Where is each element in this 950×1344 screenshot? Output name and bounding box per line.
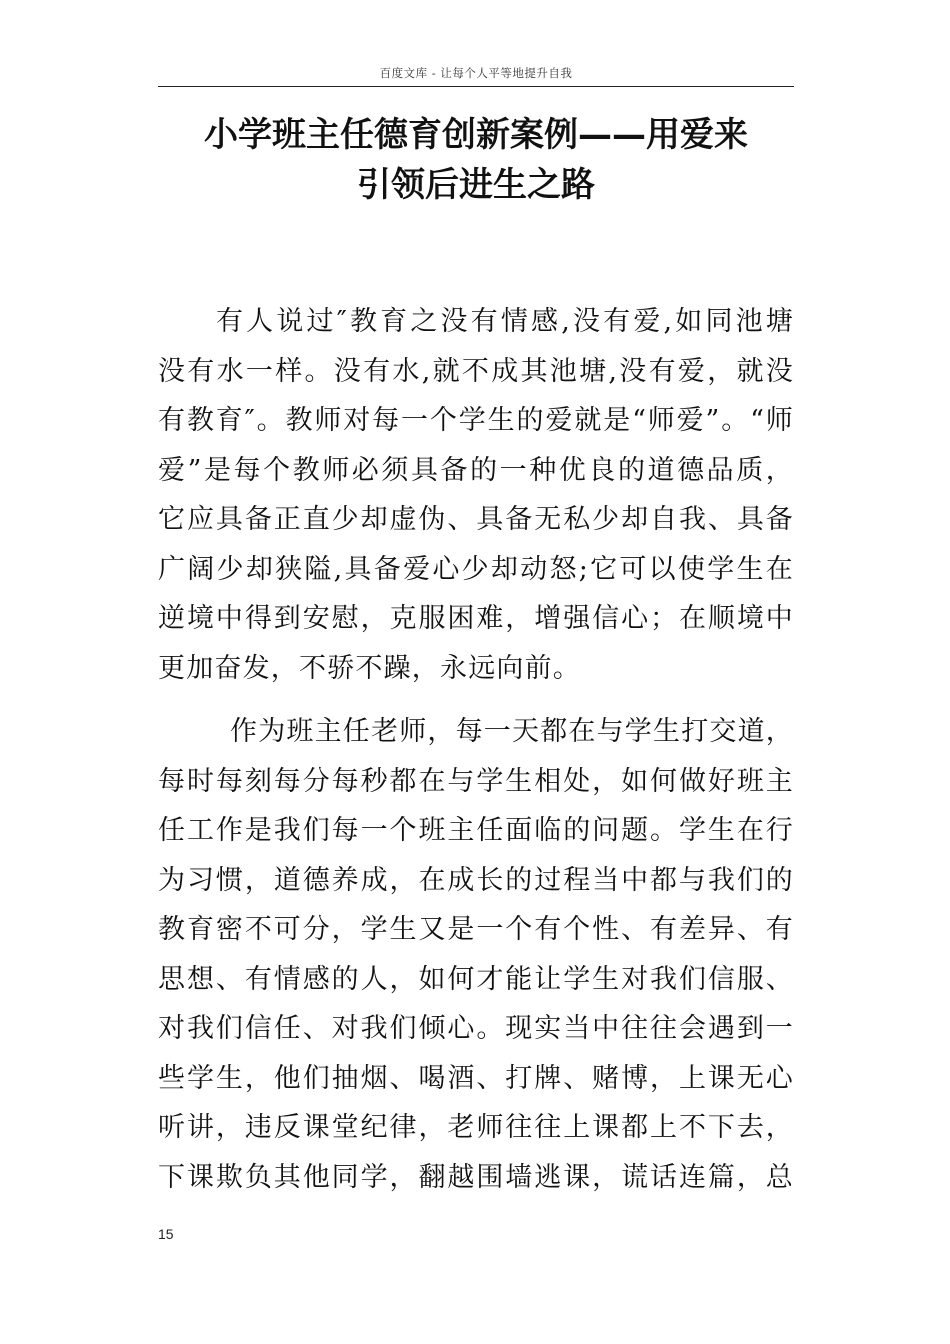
paragraph-line: 对我们信任、对我们倾心。现实当中往往会遇到一: [158, 1013, 794, 1044]
paragraph-line: 为习惯，道德养成，在成长的过程当中都与我们的: [158, 864, 794, 896]
paragraph-2: [158, 707, 794, 1202]
paragraph-line: 逆境中得到安慰，克服困难，增强信心；在顺境中: [158, 603, 794, 634]
paragraph-line: 每时每刻每分每秒都在与学生相处，如何做好班主: [158, 765, 794, 797]
paragraph-line: 没有水一样。没有水,就不成其池塘,没有爱，就没: [158, 355, 794, 387]
paragraph-line: 有人说过″教育之没有情感,没有爱,如同池塘: [216, 306, 794, 337]
paragraph-1: [158, 297, 794, 693]
paragraph-line: 任工作是我们每一个班主任面临的问题。学生在行: [158, 815, 794, 846]
running-header: [158, 62, 794, 87]
paragraph-line: 教育密不可分，学生又是一个有个性、有差异、有: [158, 914, 794, 945]
title-line-1: 小学班主任德育创新案例——用爱来: [204, 115, 748, 155]
paragraph-line: 更加奋发，不骄不躁，永远向前。: [158, 652, 581, 684]
paragraph-line: 思想、有情感的人，如何才能让学生对我们信服、: [158, 963, 794, 995]
paragraph-line: 听讲，违反课堂纪律，老师往往上课都上不下去，: [158, 1112, 794, 1143]
document-title: [158, 110, 794, 210]
body-text: [158, 297, 794, 1202]
paragraph-line: 爱”是每个教师必须具备的一种优良的道德品质，: [158, 454, 794, 486]
title-line-2: 引领后进生之路: [357, 165, 595, 205]
header-text: 百度文库 - 让每个人平等地提升自我: [379, 66, 573, 80]
paragraph-line: 下课欺负其他同学，翻越围墙逃课，谎话连篇，总: [158, 1161, 794, 1193]
paragraph-line: 广阔少却狭隘,具备爱心少却动怒;它可以使学生在: [158, 553, 794, 585]
paragraph-line: 它应具备正直少却虚伪、具备无私少却自我、具备: [158, 504, 794, 535]
paragraph-line: 些学生，他们抽烟、喝酒、打牌、赌博，上课无心: [158, 1062, 794, 1094]
paragraph-line: 作为班主任老师，每一天都在与学生打交道，: [230, 716, 794, 747]
paragraph-line: 有教育″。教师对每一个学生的爱就是“师爱”。“师: [158, 405, 794, 436]
page-number: 15: [158, 1226, 174, 1242]
